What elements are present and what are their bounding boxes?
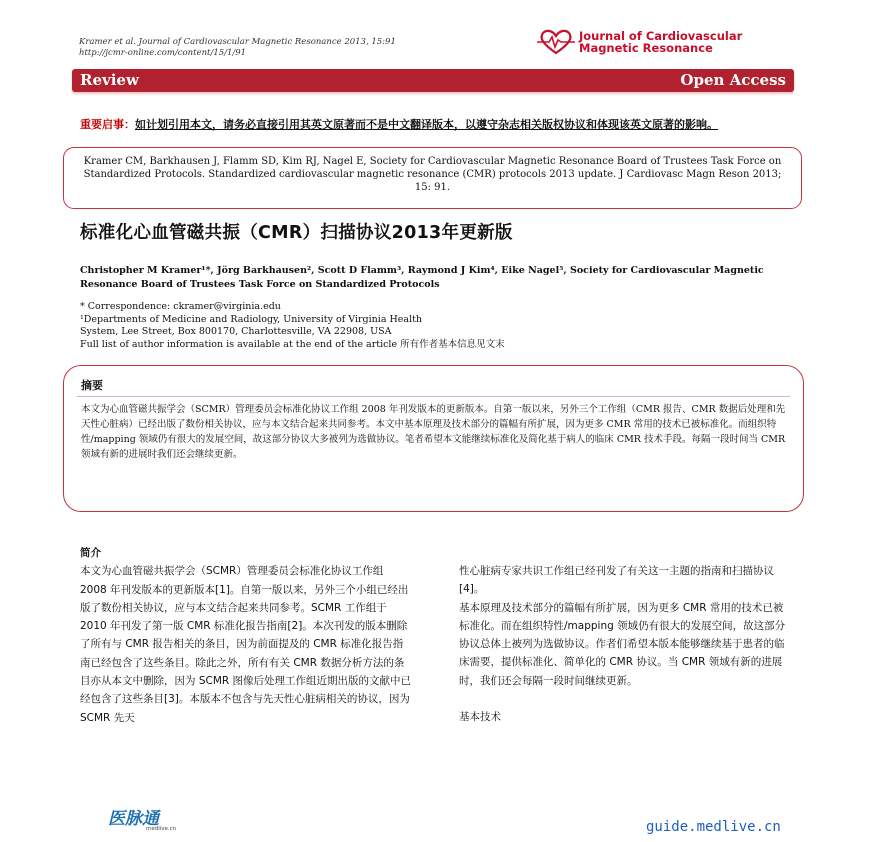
intro-paragraph-1: 本文为心血管磁共振学会（SCMR）管理委员会标准化协议工作组 2008 年刊发版本的更新版本[1]。自第一版以来，另外三个小组已经出版了数份相关协议，应与本文结合起来共同参考。SCMR 工作组于 2010 年刊发了第一版 CMR 标准化报告指南[2]。本次刊发的版本删除了所有与 CMR 报告相关的条目，因为前面提及的 CMR 标准化报告指南已经包含了这些条目。除此之外，所有有关 CMR 数据分析方法的条目亦从本文中删除，因为 SCMR 图像后处理工作组近期出版的文献中已经包含了这些条目[3]。本版本不包含与先天性心脏病相关的协议，因为 SCMR 先天 <box>80 565 412 724</box>
article-title: 标准化心血管磁共振（CMR）扫描协议2013年更新版 <box>80 223 513 243</box>
article-type-label: Review <box>80 71 139 89</box>
important-notice <box>80 118 792 132</box>
notice-label: 重要启事： <box>80 118 135 131</box>
citation-text: Kramer CM, Barkhausen J, Flamm SD, Kim RJ, Nagel E, Society for Cardiovascular Magnetic Resonance Board of Trustees Task Force on Standardized Protocols. Standardized cardiovascular magnetic resonance (CMR) protocols 2013 update. J Cardiovasc Magn Reson 2013; 15: 91. <box>83 156 782 193</box>
citation-header <box>79 37 396 59</box>
abstract-heading: 摘要 <box>81 379 103 392</box>
journal-logo <box>535 28 795 58</box>
footer-url[interactable]: guide.medlive.cn <box>646 819 781 835</box>
spacer <box>459 690 792 708</box>
author-list: Christopher M Kramer¹*, Jörg Barkhausen², Scott D Flamm³, Raymond J Kim⁴, Eike Nagel⁵, Society for Cardiovascular Magnetic Resonance Board of Trustees Task Force on Standardized Protocols <box>80 265 764 290</box>
abstract-divider <box>77 396 790 397</box>
open-access-label: Open Access <box>680 71 786 89</box>
intro-heading: 简介 <box>80 547 101 559</box>
full-author-info: Full list of author information is available at the end of the article 所有作者基本信息见文末 <box>80 338 505 350</box>
affiliations <box>80 301 790 351</box>
medlive-logo-text: 医脉通 <box>108 809 159 829</box>
intro-paragraph-1-cont: 性心脏病专家共识工作组已经刊发了有关这一主题的指南和扫描协议 [4]。 <box>459 565 774 596</box>
citation-box <box>63 147 802 209</box>
citation-url[interactable]: http://jcmr-online.com/content/15/1/91 <box>79 48 247 58</box>
citation-line-1: Kramer et al. Journal of Cardiovascular Magnetic Resonance 2013, 15:91 <box>79 37 396 47</box>
abstract-box <box>63 365 804 512</box>
abstract-text: 本文为心血管磁共振学会（SCMR）管理委员会标准化协议工作组 2008 年刊发版本的更新版本。自第一版以来，另外三个工作组（CMR 报告、CMR 数据后处理和先天性心脏病）已经出版了数份相关协议，应与本文结合起来共同参考。本文中基本原理及技术部分的篇幅有所扩展，因为更多 CMR 常用的技术已被标准化。而组织特性/mapping 领域仍有很大的发展空间，故这部分协议大多被列为选做协议。笔者希望本文能继续标准化及简化基于病人的临床 CMR 技术手段。每隔一段时间当 CMR 领域有新的进展时我们还会继续更新。 <box>81 404 786 460</box>
correspondence: * Correspondence: ckramer@virginia.edu <box>80 301 281 312</box>
article-type-bar <box>72 69 794 92</box>
body-column-right <box>459 562 792 726</box>
body-column-left <box>80 544 413 727</box>
medlive-logo <box>108 804 198 834</box>
notice-text: 如计划引用本文，请务必直接引用其英文原著而不是中文翻译版本，以遵守杂志相关版权协议和体现该英文原著的影响。 <box>135 118 718 131</box>
journal-name: Journal of Cardiovascular Magnetic Resonance <box>579 29 743 55</box>
affiliation-address: System, Lee Street, Box 800170, Charlottesville, VA 22908, USA <box>80 326 392 337</box>
intro-paragraph-2: 基本原理及技术部分的篇幅有所扩展，因为更多 CMR 常用的技术已被标准化。而在组织特性/mapping 领域仍有很大的发展空间，故这部分协议总体上被列为选做协议。作者们希望本版本能够继续基于患者的临床需要，提供标准化、简单化的 CMR 协议。当 CMR 领域有新的进展时，我们还会每隔一段时间继续更新。 <box>459 601 786 687</box>
basic-techniques-heading: 基本技术 <box>459 711 501 724</box>
affiliation-dept: ¹Departments of Medicine and Radiology, University of Virginia Health <box>80 313 423 325</box>
medlive-logo-sub: medlive.cn <box>146 826 177 832</box>
heart-logo-icon <box>535 28 577 56</box>
